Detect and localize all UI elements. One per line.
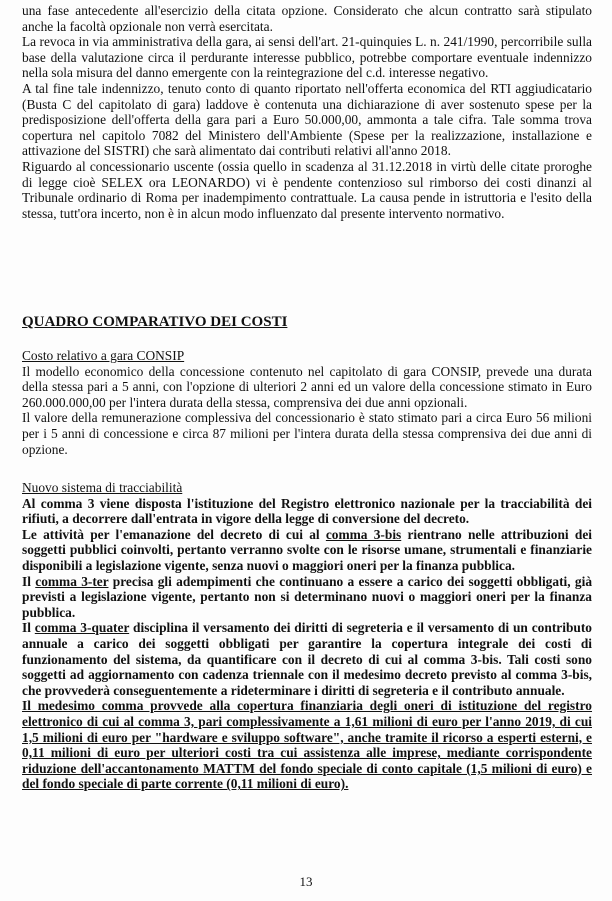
intro-paragraph-4: Riguardo al concessionario uscente (ossia quello in scadenza al 31.12.2018 in virtù delle citate proroghe di legge cioè SELEX ora LEONARDO) vi è pendente contenzioso sul rimborso dei costi dinanzi al Tribunale ordinario di Roma per inadempimento contrattuale. La causa pende in istruttoria e l'esito della stessa, tutt'ora incerto, non è in alcun modo influenzato dal presente intervento normativo. — [22, 158, 592, 221]
comma-3-quater-reference: comma 3-quater — [34, 620, 130, 636]
comma-3-bis-reference: comma 3-bis — [325, 526, 402, 542]
tracciabilita-paragraph-5: Il medesimo comma provvede alla copertura finanziaria degli oneri di istituzione del registro elettronico di cui al comma 3, pari complessivamente a 1,61 milioni di euro per l'anno 2019, di cui 1,5 milioni di euro per "hardware e sviluppo software", anche tramite il ricorso a esperti esterni, e 0,11 milioni di euro per ulteriori costi tra cui assistenza alle imprese, mediante corrispondente riduzione dell'accantonamento MATTM del fondo speciale di conto capitale (1,5 milioni di euro) e del fondo speciale di parte corrente (0,11 milioni di euro). — [22, 698, 592, 792]
section-heading: QUADRO COMPARATIVO DEI COSTI — [22, 314, 288, 330]
page-number: 13 — [299, 874, 313, 889]
consip-paragraph-1: Il modello economico della concessione contenuto nel capitolato di gara CONSIP, prevede una durata della stessa pari a 5 anni, con l'opzione di ulteriori 2 anni ed un valore della concessione stimato in Euro 260.000.000,00 per l'intera durata della stessa, comprensiva dei due anni opzionali. — [22, 363, 592, 410]
tracciabilita-title: Nuovo sistema di tracciabilità — [22, 480, 183, 495]
paragraph-2-text-a: Le attività per l'emanazione del decreto di cui al — [22, 526, 326, 542]
tracciabilita-paragraph-2 — [22, 527, 592, 574]
consip-title: Costo relativo a gara CONSIP — [22, 348, 185, 363]
consip-paragraph-2: Il valore della remunerazione complessiva del concessionario è stato stimato pari a circa Euro 56 milioni per i 5 anni di concessione e circa 87 milioni per l'intera durata della stessa comprensiva dei due anni di opzione. — [22, 410, 592, 457]
intro-paragraph-2: La revoca in via amministrativa della gara, ai sensi dell'art. 21-quinquies L. n. 241/1990, percorribile sulla base della valutazione circa il perdurante interesse pubblico, potrebbe comportare eventuale indennizzo nella sola misura del danno emergente con la reintegrazione del c.d. interesse negativo. — [22, 34, 592, 81]
paragraph-3-text-a: Il — [22, 573, 36, 589]
tracciabilita-paragraph-4 — [22, 620, 592, 698]
paragraph-4-text-a: Il — [22, 620, 35, 636]
tracciabilita-paragraph-1: Al comma 3 viene disposta l'istituzione del Registro elettronico nazionale per la tracciabilità dei rifiuti, a decorrere dall'entrata in vigore della legge di conversione del decreto. — [22, 495, 592, 527]
intro-section — [22, 3, 592, 221]
intro-paragraph-3: A tal fine tale indennizzo, tenuto conto di quanto riportato nell'offerta economica del RTI aggiudicatario (Busta C del capitolato di gara) laddove è contenuta una dichiarazione di aver sostenuto spese per la predisposizione dell'offerta della gara pari a Euro 50.000,00, ammonta a tale cifra. Tale somma trova copertura nel capitolo 7082 del Ministero dell'Ambiente (Spese per la realizzazione, installazione e attivazione del SISTRI) che sarà alimentato dai contributi relativi all'anno 2018. — [22, 80, 592, 159]
consip-section — [22, 348, 592, 457]
paragraph-3-text-b: precisa gli adempimenti che continuano a essere a carico dei soggetti obbligati, già previsti a legislazione vigente, pertanto non si determinano nuovi o maggiori oneri per la finanza pubblica. — [22, 573, 593, 620]
paragraph-4-text-b: disciplina il versamento dei diritti di segreteria e il versamento di un contributo annuale a carico dei soggetti obbligati per garantire la copertura integrale dei costi di funzionamento del sistema, da quantificare con il decreto di cui al comma 3-bis. Tali costi sono soggetti ad aggiornamento con cadenza triennale con il medesimo decreto previsto al comma 3-bis, che provvederà conseguentemente a rideterminare i diritti di segreteria e il contributo annuale. — [22, 620, 592, 698]
tracciabilita-section — [22, 480, 592, 792]
intro-paragraph-1: una fase antecedente all'esercizio della citata opzione. Considerato che alcun contratto sarà stipulato anche la facoltà opzionale non verrà esercitata. — [22, 3, 592, 34]
comma-3-ter-reference: comma 3-ter — [35, 573, 109, 589]
paragraph-2-text-b: rientrano nelle attribuzioni dei soggetti pubblici coinvolti, pertanto verranno svolte con le risorse umane, strumentali e finanziarie disponibili a legislazione vigente, senza nuovi o maggiori oneri per la finanza pubblica. — [22, 526, 592, 573]
tracciabilita-paragraph-3 — [22, 574, 592, 621]
